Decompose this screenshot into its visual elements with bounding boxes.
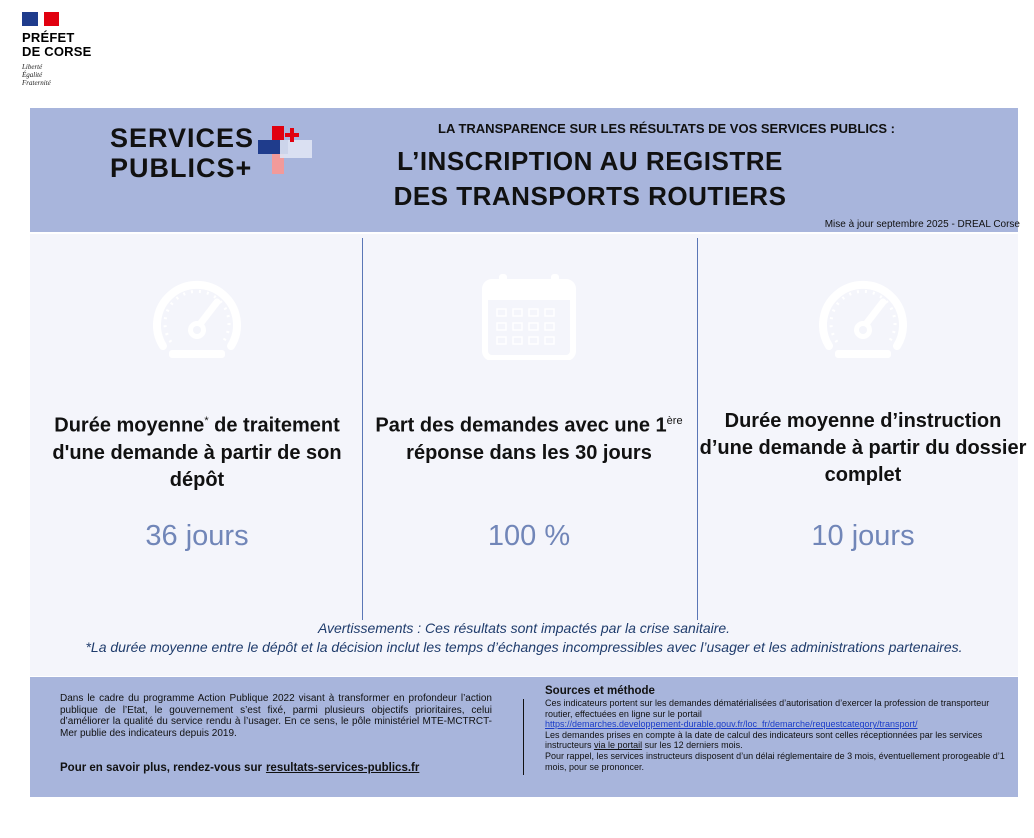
sources-paragraph-2: Les demandes prises en compte à la date de calcul des indicateurs sont celles réceptionnées par les services instructeurs via le portail sur les 12 derniers mois. [545,729,983,751]
brand-line-1: SERVICES [110,123,255,153]
header-subtitle: LA TRANSPARENCE SUR LES RÉSULTATS DE VOS SERVICES PUBLICS : [438,121,895,136]
logo-line-2: DE CORSE [22,44,92,59]
footer-more-info [60,762,419,774]
indicator-1-label: Durée moyenne* de traitement d'une demande à partir de son dépôt [52,414,342,491]
warning-line-2: *La durée moyenne entre le dépôt et la décision inclut les temps d’échanges incompressibles avec l’usager et les administrations partenaires. [85,639,963,655]
via-portal-text: via le portail [594,740,643,751]
title-line-2: DES TRANSPORTS ROUTIERS [393,181,787,211]
footer-separator [523,699,524,775]
update-note: Mise à jour septembre 2025 - DREAL Corse [824,219,1020,230]
portal-link[interactable]: https://demarches.developpement-durable.gouv.fr/loc_fr/demarche/requestcategory/transport/ [545,719,918,730]
indicator-2-label: Part des demandes avec une 1ère réponse dans les 30 jours [375,414,683,464]
header-band [30,108,1018,232]
footer-intro: Dans le cadre du programme Action Publique 2022 visant à transformer en profondeur l’action publique de l’Etat, le gouvernement s’est fixé, parmi plusieurs objectifs prioritaires, celui d’améliorer la qualité du service rendu à l’usager. En ce sens, le pôle ministériel MTE-MCTRCT-Mer publie des indicateurs depuis 2019. [60,693,492,739]
services-publics-plus-icon [258,126,314,178]
logo-motto-2: Égalité [22,71,43,79]
indicator-2 [364,234,694,634]
logo-motto-1: Liberté [22,63,43,71]
results-site-link[interactable]: resultats-services-publics.fr [265,762,420,774]
sources-paragraph-1: Ces indicateurs portent sur les demandes dématérialisées d’autorisation d’exercer la profession de transporteur routier, effectuées en ligne sur le portail [545,698,990,719]
sources-title: Sources et méthode [545,685,655,697]
column-divider [362,238,363,620]
footer-more-prefix: Pour en savoir plus, rendez-vous sur [60,762,262,774]
indicator-1-value: 36 jours [145,520,249,552]
title-line-1: L’INSCRIPTION AU REGISTRE [397,146,783,176]
sources-method [545,685,1005,772]
indicator-3 [698,234,1028,634]
brand-line-2: PUBLICS+ [110,153,253,183]
logo-line-1: PRÉFET [22,30,75,45]
indicator-3-label: Durée moyenne d’instruction d’une demande à partir du dossier complet [699,410,1027,486]
page-title [350,144,830,214]
indicators-panel [30,234,1027,676]
logo-motto-3: Fraternité [22,79,51,87]
indicator-2-value: 100 % [487,520,571,552]
speedometer-icon [815,272,911,360]
services-publics-brand [110,123,254,183]
indicator-3-value: 10 jours [811,520,915,552]
sources-paragraph-3: Pour rappel, les services instructeurs disposent d’un délai réglementaire de 3 mois, éventuellement prorogeable d’1 mois, pour se prononcer. [545,750,1005,772]
prefet-logo [22,10,122,90]
indicator-1 [32,234,362,634]
speedometer-icon [149,272,245,360]
warning-line-1: Avertissements : Ces résultats sont impactés par la crise sanitaire. [317,620,731,636]
calendar-icon [481,272,577,360]
marianne-flag-icon [22,12,59,26]
footer-band [30,677,1018,797]
